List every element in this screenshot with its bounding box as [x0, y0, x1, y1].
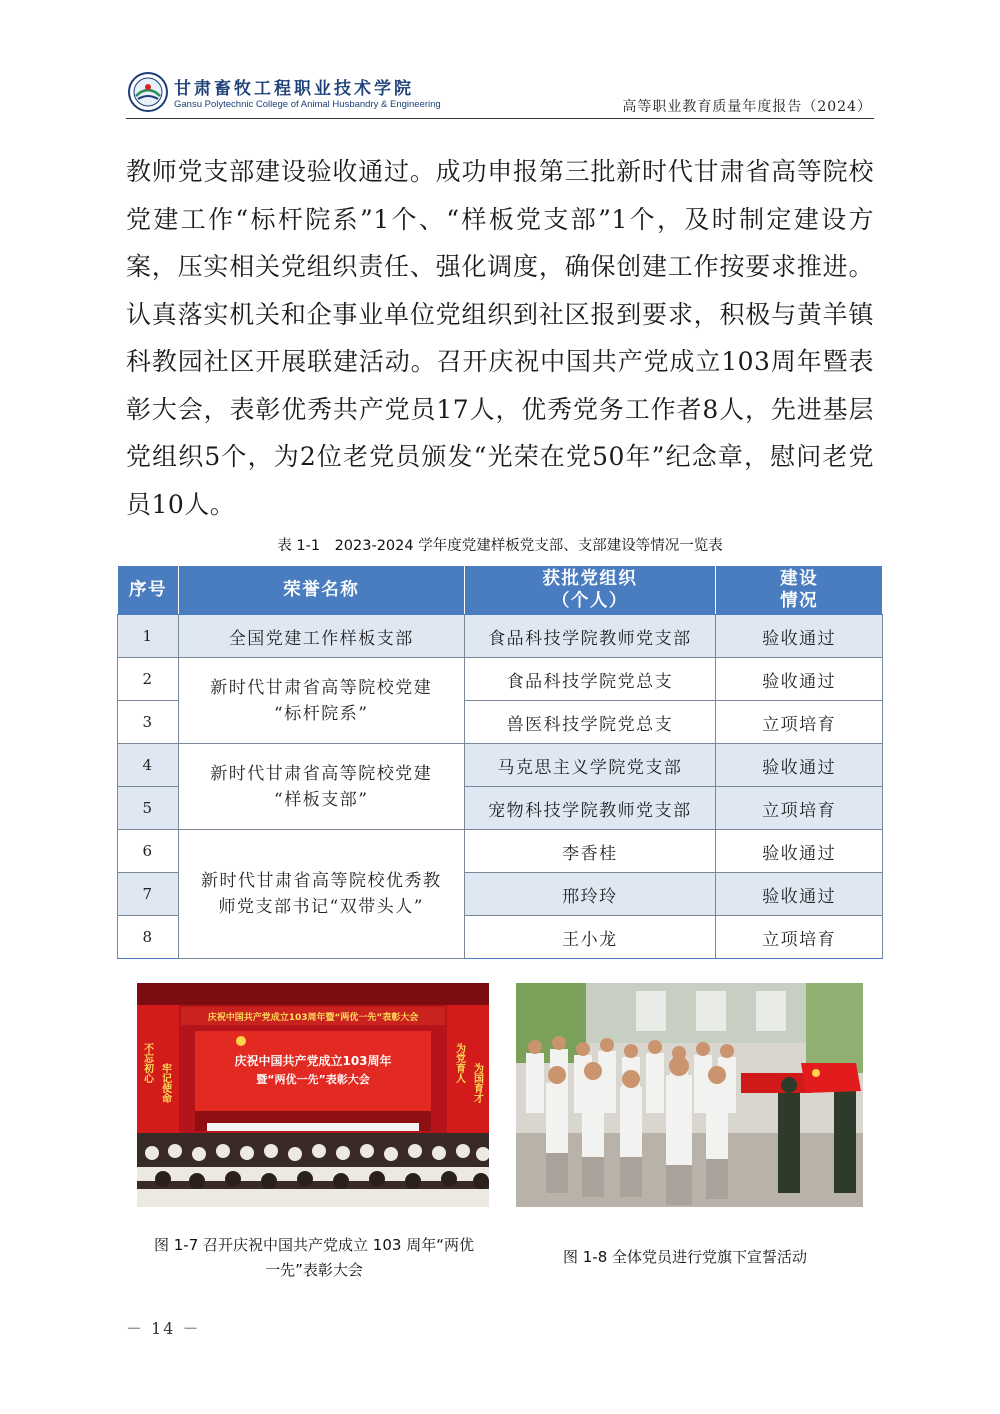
screen-title-line1: 庆祝中国共产党成立103周年	[234, 1054, 392, 1068]
slogan-right-2: 为国育才	[471, 1063, 483, 1103]
table-row	[118, 830, 883, 873]
org-name: 食品科技学院党总支	[464, 658, 716, 701]
table-caption: 表 1-1 2023-2024 学年度党建样板党支部、支部建设等情况一览表	[277, 538, 723, 554]
slogan-left-1: 不忘初心	[141, 1043, 153, 1083]
org-name: 马克思主义学院党支部	[464, 744, 716, 787]
party-building-table	[117, 565, 883, 959]
build-status: 验收通过	[716, 744, 883, 787]
build-status: 验收通过	[716, 658, 883, 701]
org-name: 食品科技学院教师党支部	[464, 615, 716, 658]
table-row	[118, 658, 883, 701]
body-paragraph: 教师党支部建设验收通过。成功申报第三批新时代甘肃省高等院校党建工作“标杆院系”1个、“样板党支部”1个，及时制定建设方案，压实相关党组织责任、强化调度，确保创建工作按要求推进。认真落实机关和企事业单位党组织到社区报到要求，积极与黄羊镇科教园社区开展联建活动。召开庆祝中国共产党成立103周年暨表彰大会，表彰优秀共产党员17人，优秀党务工作者8人，先进基层党组织5个，为2位老党员颁发“光荣在党50年”纪念章，慰问老党员10人。	[126, 157, 874, 519]
build-status: 立项培育	[716, 916, 883, 959]
org-name: 宠物科技学院教师党支部	[464, 787, 716, 830]
banner-top-text: 庆祝中国共产党成立103周年暨“两优一先”表彰大会	[207, 1013, 419, 1023]
slogan-right-1: 为党育人	[453, 1043, 465, 1083]
report-title: 高等职业教育质量年度报告（2024）	[622, 99, 872, 115]
row-number: 1	[118, 615, 179, 658]
header-divider	[126, 118, 874, 119]
row-number: 5	[118, 787, 179, 830]
page-number: － 14 －	[126, 1319, 201, 1338]
honor-name: 新时代甘肃省高等院校优秀教 师党支部书记“双带头人”	[178, 830, 464, 959]
screen-title-line2: 暨“两优一先”表彰大会	[256, 1073, 370, 1086]
table-row	[118, 615, 883, 658]
build-status: 验收通过	[716, 615, 883, 658]
org-name: 兽医科技学院党总支	[464, 701, 716, 744]
figure-caption-2: 图 1-8 全体党员进行党旗下宣誓活动	[562, 1248, 808, 1266]
build-status: 立项培育	[716, 701, 883, 744]
slogan-left-2: 牢记使命	[159, 1063, 171, 1103]
org-name: 邢玲玲	[464, 873, 716, 916]
honor-name: 全国党建工作样板支部	[178, 615, 464, 658]
row-number: 6	[118, 830, 179, 873]
school-name-en: Gansu Polytechnic College of Animal Husbandry & Engineering	[174, 99, 441, 110]
figure-caption-1: 图 1-7 召开庆祝中国共产党成立 103 周年“两优 一先”表彰大会	[154, 1236, 474, 1279]
header-honor: 荣誉名称	[178, 566, 464, 615]
college-logo-icon	[128, 72, 168, 112]
header-status: 建设 情况	[716, 566, 883, 615]
row-number: 7	[118, 873, 179, 916]
build-status: 验收通过	[716, 873, 883, 916]
row-number: 3	[118, 701, 179, 744]
header-seq: 序号	[118, 566, 179, 615]
oath-ceremony-photo	[516, 983, 863, 1207]
table-header-row	[118, 566, 883, 615]
build-status: 立项培育	[716, 787, 883, 830]
org-name: 李香桂	[464, 830, 716, 873]
honor-name: 新时代甘肃省高等院校党建 “样板支部”	[178, 744, 464, 830]
honor-name: 新时代甘肃省高等院校党建 “标杆院系”	[178, 658, 464, 744]
build-status: 验收通过	[716, 830, 883, 873]
conference-photo	[137, 983, 489, 1207]
header-org: 获批党组织 （个人）	[464, 566, 716, 615]
school-name-cn: 甘肃畜牧工程职业技术学院	[174, 79, 414, 99]
row-number: 8	[118, 916, 179, 959]
table-row	[118, 744, 883, 787]
row-number: 2	[118, 658, 179, 701]
org-name: 王小龙	[464, 916, 716, 959]
row-number: 4	[118, 744, 179, 787]
